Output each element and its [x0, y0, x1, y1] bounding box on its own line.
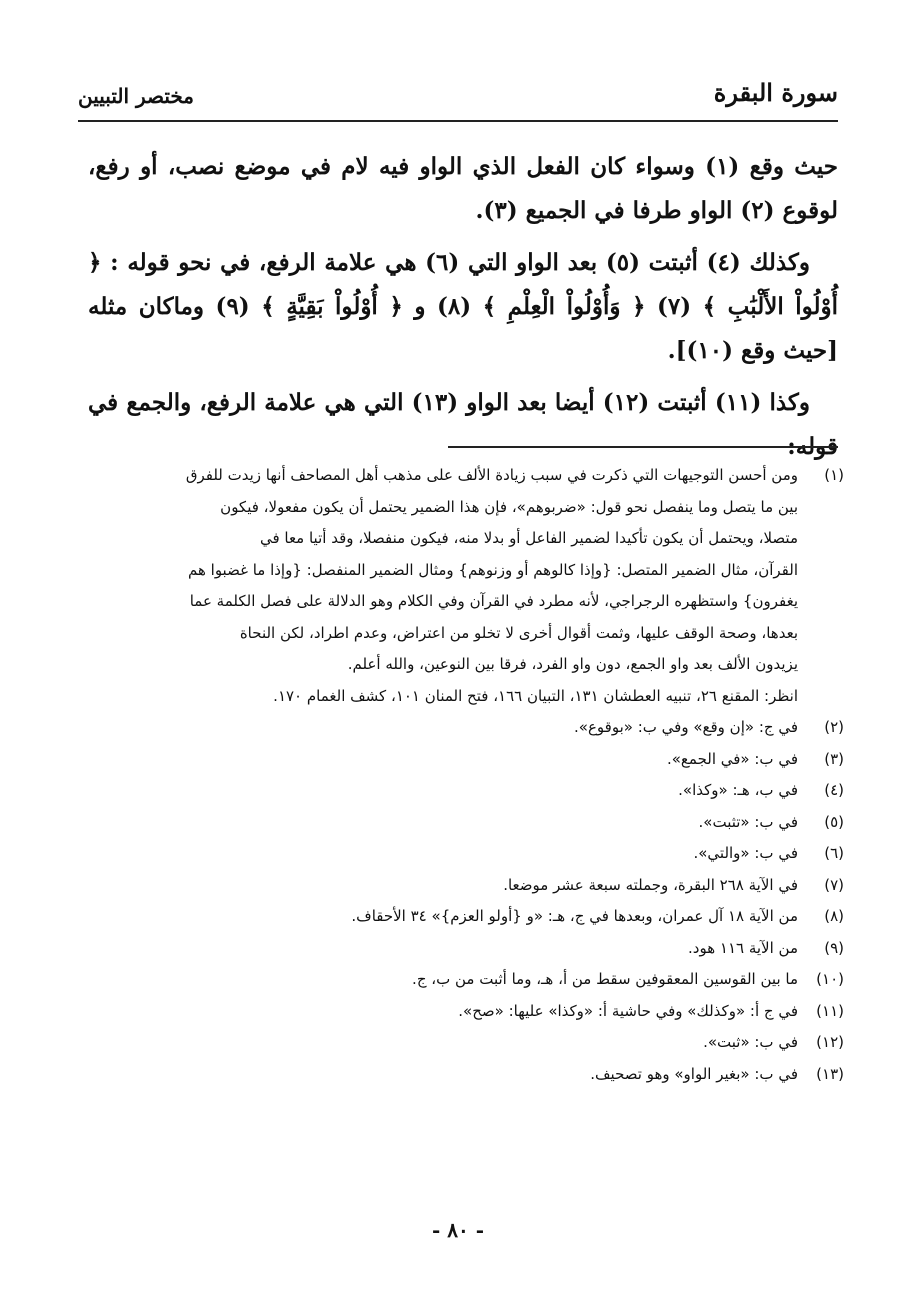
footnote-11: [90, 996, 844, 1028]
footnote-number: (٥): [824, 812, 844, 831]
footnote-5: [90, 807, 844, 839]
footnote-number: (٩): [824, 938, 844, 957]
footnote-line: يزيدون الألف بعد واو الجمع، دون واو الفرد، فرقا بين النوعين، والله أعلم.: [347, 655, 798, 673]
main-paragraph-1: حيث وقع (١) وسواء كان الفعل الذي الواو فيه لام في موضع نصب، أو رفع، لوقوع (٢) الواو طرفا في الجميع (٣).: [88, 153, 839, 224]
footnote-separator: [448, 446, 838, 448]
footnote-text: في ب: «في الجمع».: [666, 749, 798, 768]
footnote-1: [90, 460, 844, 712]
footnote-4: [90, 775, 844, 807]
footnote-number: (٣): [824, 749, 844, 768]
footnote-text: في ب: «بغير الواو» وهو تصحيف.: [590, 1064, 798, 1083]
footnote-text: في ب: «تثبت».: [698, 812, 798, 831]
footnote-10: [90, 964, 844, 996]
footnote-number: (٢): [824, 718, 844, 736]
footnote-text: من الآية ١٨ آل عمران، وبعدها في ج، هـ: «و {أولو العزم}» ٣٤ الأحقاف.: [351, 907, 798, 925]
main-paragraph-3: وكذا (١١) أثبتت (١٢) أيضا بعد الواو (١٣) التي هي علامة الرفع، والجمع في قوله:: [88, 389, 838, 460]
footnote-number: (٤): [824, 781, 844, 799]
book-title: مختصر التبيين: [78, 84, 195, 108]
page-number: - ٨٠ -: [431, 1218, 484, 1242]
footnote-text: في الآية ٢٦٨ البقرة، وجملته سبعة عشر موضعا.: [503, 875, 798, 894]
footnote-number: (٨): [824, 907, 844, 925]
footnote-6: [90, 838, 844, 870]
footnote-number: (١): [824, 466, 844, 484]
footnote-line: يغفرون} واستظهره الرجراجي، لأنه مطرد في القرآن وفي الكلام وهو الدلالة على فصل الكلمة عما: [189, 592, 798, 610]
footnote-text: ما بين القوسين المعقوفين سقط من أ، هـ، وما أثبت من ب، ج.: [412, 970, 798, 988]
footnote-line: القرآن، مثال الضمير المتصل: {وإذا كالوهم أو وزنوهم} ومثال الضمير المنفصل: {وإذا ما غضبوا هم: [187, 560, 798, 579]
footnote-line: ومن أحسن التوجيهات التي ذكرت في سبب زيادة الألف على مذهب أهل المصاحف أنها زيدت للفرق: [185, 466, 798, 484]
footnote-number: (٦): [824, 844, 844, 862]
main-paragraph-2: وكذلك (٤) أثبتت (٥) بعد الواو التي (٦) هي علامة الرفع، في نحو قوله : ﴿ أُوْلُواْ الأَلْبَٰبِ ﴾ (٧) ﴿ وَأُوْلُواْ الْعِلْمِ ﴾ (٨) و ﴿ أُوْلُواْ بَقِيَّةٍ ﴾ (٩) وماكان مثله [حيث وقع (١٠)].: [88, 249, 839, 364]
footnotes: [90, 460, 844, 1090]
footnote-text: من الآية ١١٦ هود.: [688, 938, 798, 957]
footnote-7: [90, 870, 844, 902]
main-text: [88, 145, 838, 469]
footnote-number: (١٠): [816, 970, 844, 988]
footnote-number: (٧): [824, 875, 844, 894]
footnote-8: [90, 901, 844, 933]
footnote-13: [90, 1059, 844, 1091]
footnote-text: في ب: «والتي».: [693, 844, 798, 862]
footnote-text: في ب، هـ: «وكذا».: [678, 781, 798, 799]
footnote-9: [90, 933, 844, 965]
footnote-number: (١٣): [816, 1064, 844, 1083]
footnote-text: في ب: «ثبت».: [703, 1033, 798, 1051]
footnote-number: (١٢): [816, 1033, 844, 1051]
running-header: [78, 70, 838, 122]
footnote-references: انظر: المقنع ٢٦، تنبيه العطشان ١٣١، التبيان ١٦٦، فتح المنان ١٠١، كشف الغمام ١٧٠.: [273, 686, 798, 705]
footnote-text: في ج أ: «وكذلك» وفي حاشية أ: «وكذا» عليها: «صح».: [458, 1001, 798, 1020]
footnote-3: [90, 744, 844, 776]
footnote-12: [90, 1027, 844, 1059]
footnote-number: (١١): [816, 1001, 844, 1020]
footnote-text: في ج: «إن وقع» وفي ب: «بوقوع».: [574, 718, 798, 736]
footnote-line: بعدها، وصحة الوقف عليها، وثمت أقوال أخرى لا تخلو من اعتراض، وعدم اطراد، لكن النحاة: [239, 623, 798, 642]
footnote-2: [90, 712, 844, 744]
footnote-line: بين ما يتصل وما ينفصل نحو قول: «ضربوهم»، فإن هذا الضمير يحتمل أن يكون مفعولا، فيكون: [220, 497, 798, 516]
footnote-text: [90, 460, 798, 712]
footnote-line: متصلا، ويحتمل أن يكون تأكيدا لضمير الفاعل أو بدلا منه، فيكون منفصلا، وقد أتيا معا في: [259, 529, 798, 547]
surah-title: سورة البقرة: [713, 78, 838, 107]
